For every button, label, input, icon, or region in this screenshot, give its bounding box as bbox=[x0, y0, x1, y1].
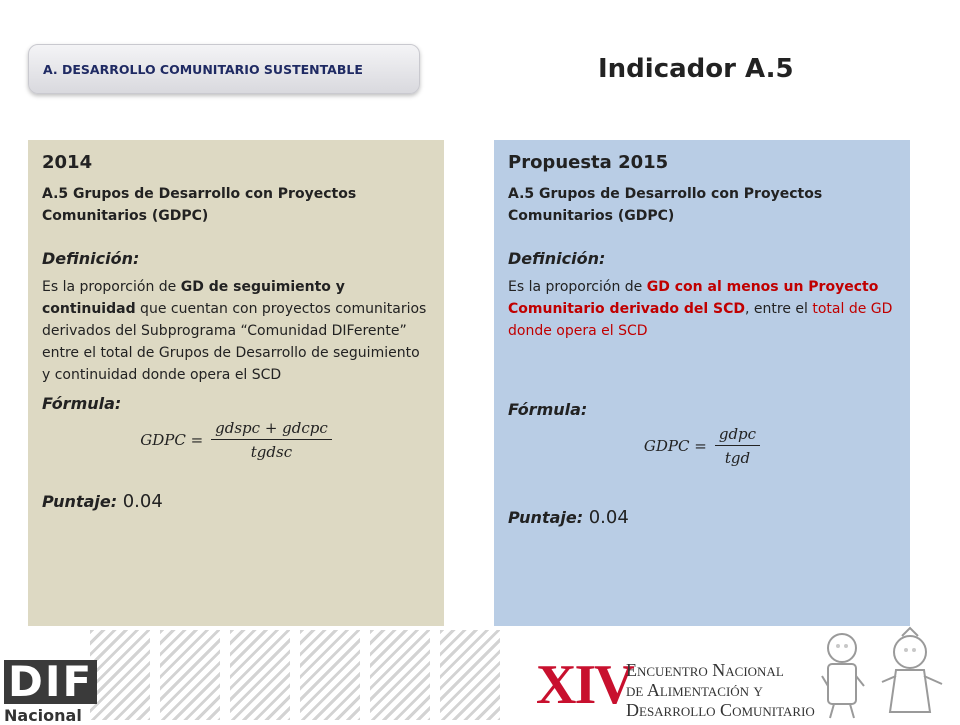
definition-red-bold: GD con al menos un Proyecto Comunitario derivado del SCD bbox=[508, 279, 879, 317]
decorative-pattern bbox=[230, 630, 290, 720]
dif-logo-text: DIF bbox=[4, 660, 97, 704]
definition-heading: Definición: bbox=[508, 249, 606, 268]
definition-rest: que cuentan con proyectos comunitarios derivados del Subprograma “Comunidad DIFerente” entre el total de Grupos de Desarrollo de seguimiento y continuidad donde opera el SCD bbox=[42, 301, 427, 383]
definition-comma: , entre el bbox=[745, 301, 813, 317]
definition-text bbox=[508, 276, 896, 342]
score-label: Puntaje: bbox=[508, 508, 584, 527]
formula-denominator: tgd bbox=[724, 449, 751, 467]
dif-logo bbox=[4, 657, 97, 725]
score bbox=[42, 491, 430, 512]
decorative-pattern bbox=[300, 630, 360, 720]
definition-intro: Es la proporción de bbox=[508, 279, 647, 295]
formula-lhs: GDPC = bbox=[140, 431, 204, 449]
score-value: 0.04 bbox=[588, 507, 629, 528]
score-label: Puntaje: bbox=[42, 492, 118, 511]
page-title: Indicador A.5 bbox=[598, 54, 794, 84]
indicator-name: A.5 Grupos de Desarrollo con Proyectos Comunitarios (GDPC) bbox=[508, 186, 823, 224]
panel-year: Propuesta 2015 bbox=[508, 152, 669, 173]
decorative-pattern bbox=[90, 630, 150, 720]
definition-intro: Es la proporción de bbox=[42, 279, 181, 295]
event-name bbox=[626, 660, 815, 720]
decorative-pattern bbox=[370, 630, 430, 720]
definition-heading: Definición: bbox=[42, 249, 140, 268]
formula-lhs: GDPC = bbox=[643, 437, 707, 455]
indicator-name: A.5 Grupos de Desarrollo con Proyectos Comunitarios (GDPC) bbox=[42, 186, 357, 224]
section-label bbox=[28, 44, 420, 94]
definition-text bbox=[42, 276, 430, 386]
score bbox=[508, 507, 896, 528]
formula-numerator: gdpc bbox=[715, 425, 760, 446]
panel-year: 2014 bbox=[42, 152, 93, 173]
definition-bold: GD de seguimiento y continuidad bbox=[42, 279, 345, 317]
formula-heading: Fórmula: bbox=[42, 394, 122, 413]
formula bbox=[42, 419, 430, 461]
formula bbox=[508, 425, 896, 467]
formula-numerator: gdspc + gdcpc bbox=[211, 419, 332, 440]
section-label-text: A. DESARROLLO COMUNITARIO SUSTENTABLE bbox=[43, 61, 363, 77]
formula-heading: Fórmula: bbox=[508, 400, 588, 419]
event-number: XIV bbox=[536, 654, 633, 716]
formula-fraction bbox=[715, 425, 760, 467]
event-line: Desarrollo Comunitario bbox=[626, 700, 815, 720]
decorative-pattern bbox=[160, 630, 220, 720]
dif-logo-subtitle: Nacional bbox=[4, 706, 82, 725]
event-line: de Alimentación y bbox=[626, 680, 763, 700]
panel-2015 bbox=[494, 140, 910, 626]
definition-red: total de GD donde opera el SCD bbox=[508, 301, 893, 339]
formula-fraction bbox=[211, 419, 332, 461]
decorative-pattern bbox=[440, 630, 500, 720]
panel-2014 bbox=[28, 140, 444, 626]
score-value: 0.04 bbox=[122, 491, 163, 512]
event-line: Encuentro Nacional bbox=[626, 660, 784, 680]
decorative-figures-icon bbox=[812, 626, 952, 720]
formula-denominator: tgdsc bbox=[250, 443, 293, 461]
